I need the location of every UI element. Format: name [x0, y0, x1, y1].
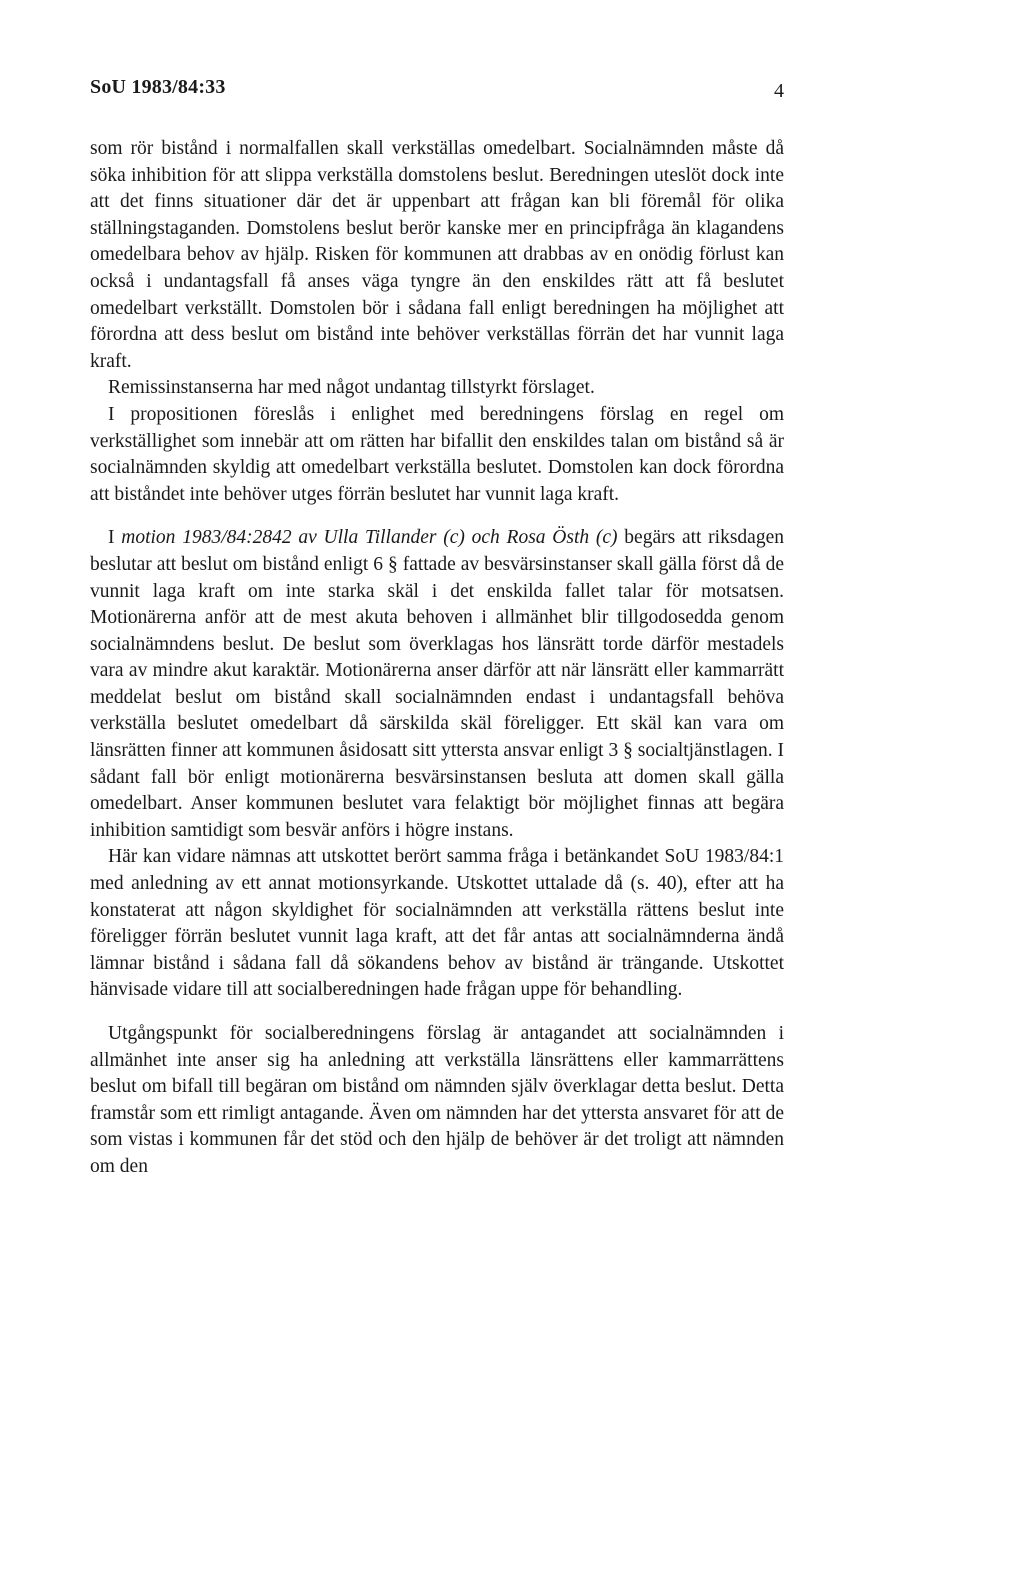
paragraph-2: Remissinstanserna har med något undantag tillstyrkt förslaget. [108, 377, 595, 399]
motion-paragraph [90, 525, 784, 844]
motion-prefix: I [108, 527, 122, 549]
document-series-title: SoU 1983/84:33 [90, 76, 226, 98]
motion-reference: motion 1983/84:2842 av Ulla Tillander (c) och Rosa Östh (c) [121, 527, 618, 549]
body-text [90, 136, 784, 1181]
paragraph-1: som rör bistånd i normalfallen skall verkställas omedelbart. Socialnämnden måste då söka inhibition för att slippa verkställa domstolens beslut. Beredningen uteslöt dock inte att det finns situationer där det är uppenbart att frågan kan bli föremål för olika ställningstaganden. Domstolens beslut berör kanske mer en principfråga än klagandens omedelbara behov av hjälp. Risken för kommunen att drabbas av en onödig förlust kan också i undantagsfall få anses väga tyngre än den enskildes rätt att få beslutet omedelbart verkställt. Domstolen bör i sådana fall enligt beredningen ha möjlighet att förordna att dess beslut om bistånd inte behöver verkställas förrän det har vunnit laga kraft. [90, 138, 784, 372]
page-number: 4 [774, 80, 784, 102]
document-page [90, 76, 784, 1181]
page-header [90, 76, 784, 110]
paragraph-3: I propositionen föreslås i enlighet med beredningens förslag en regel om verkställighet som innebär att om rätten har bifallit den enskildes talan om bistånd så är socialnämnden skyldig att omedelbart verkställa beslutet. Domstolen kan dock förordna att biståndet inte behöver utges förrän beslutet har vunnit laga kraft. [90, 403, 784, 505]
paragraph-5: Här kan vidare nämnas att utskottet berört samma fråga i betänkandet SoU 1983/84:1 med anledning av ett annat motionsyrkande. Utskottet uttalade då (s. 40), efter att ha konstaterat att någon skyldighet för socialnämnden att verkställa rättens beslut inte föreligger förrän beslutet vunnit laga kraft, att det får antas att socialnämnderna ändå lämnar bistånd i sådana fall då sökandens behov av bistånd är trängande. Utskottet hänvisade vidare till att socialberedningen hade frågan uppe för behandling. [90, 846, 784, 1001]
paragraph-6: Utgångspunkt för socialberedningens förslag är antagandet att socialnämnden i allmänhet inte anser sig ha anledning att verkställa länsrättens eller kammarrättens beslut om bifall till begäran om bistånd om nämnden själv överklagar detta beslut. Detta framstår som ett rimligt antagande. Även om nämnden har det yttersta ansvaret för att de som vistas i kommunen får det stöd och den hjälp de behöver är det troligt att nämnden om den [90, 1023, 784, 1177]
motion-text: begärs att riksdagen beslutar att beslut om bistånd enligt 6 § fattade av besvärsinstanser skall gälla först då de vunnit laga kraft om inte starka skäl i det enskilda fallet talar för motsatsen. Motionärerna anför att de mest akuta behoven i allmänhet blir tillgodosedda genom socialnämndens beslut. De beslut som överklagas hos länsrätt torde därför mestadels vara av mindre akut karaktär. Motionärerna anser därför att när länsrätt eller kammarrätt meddelat beslut om bistånd skall socialnämnden endast i undantagsfall behöva verkställa beslutet omedelbart då särskilda skäl föreligger. Ett skäl kan vara om länsrätten finner att kommunen åsidosatt sitt yttersta ansvar enligt 3 § socialtjänstlagen. I sådant fall bör enligt motionärerna besvärsinstansen besluta att domen skall gälla omedelbart. Anser kommunen beslutet vara felaktigt bör möjlighet finnas att begära inhibition samtidigt som besvär anförs i högre instans. [90, 527, 784, 841]
